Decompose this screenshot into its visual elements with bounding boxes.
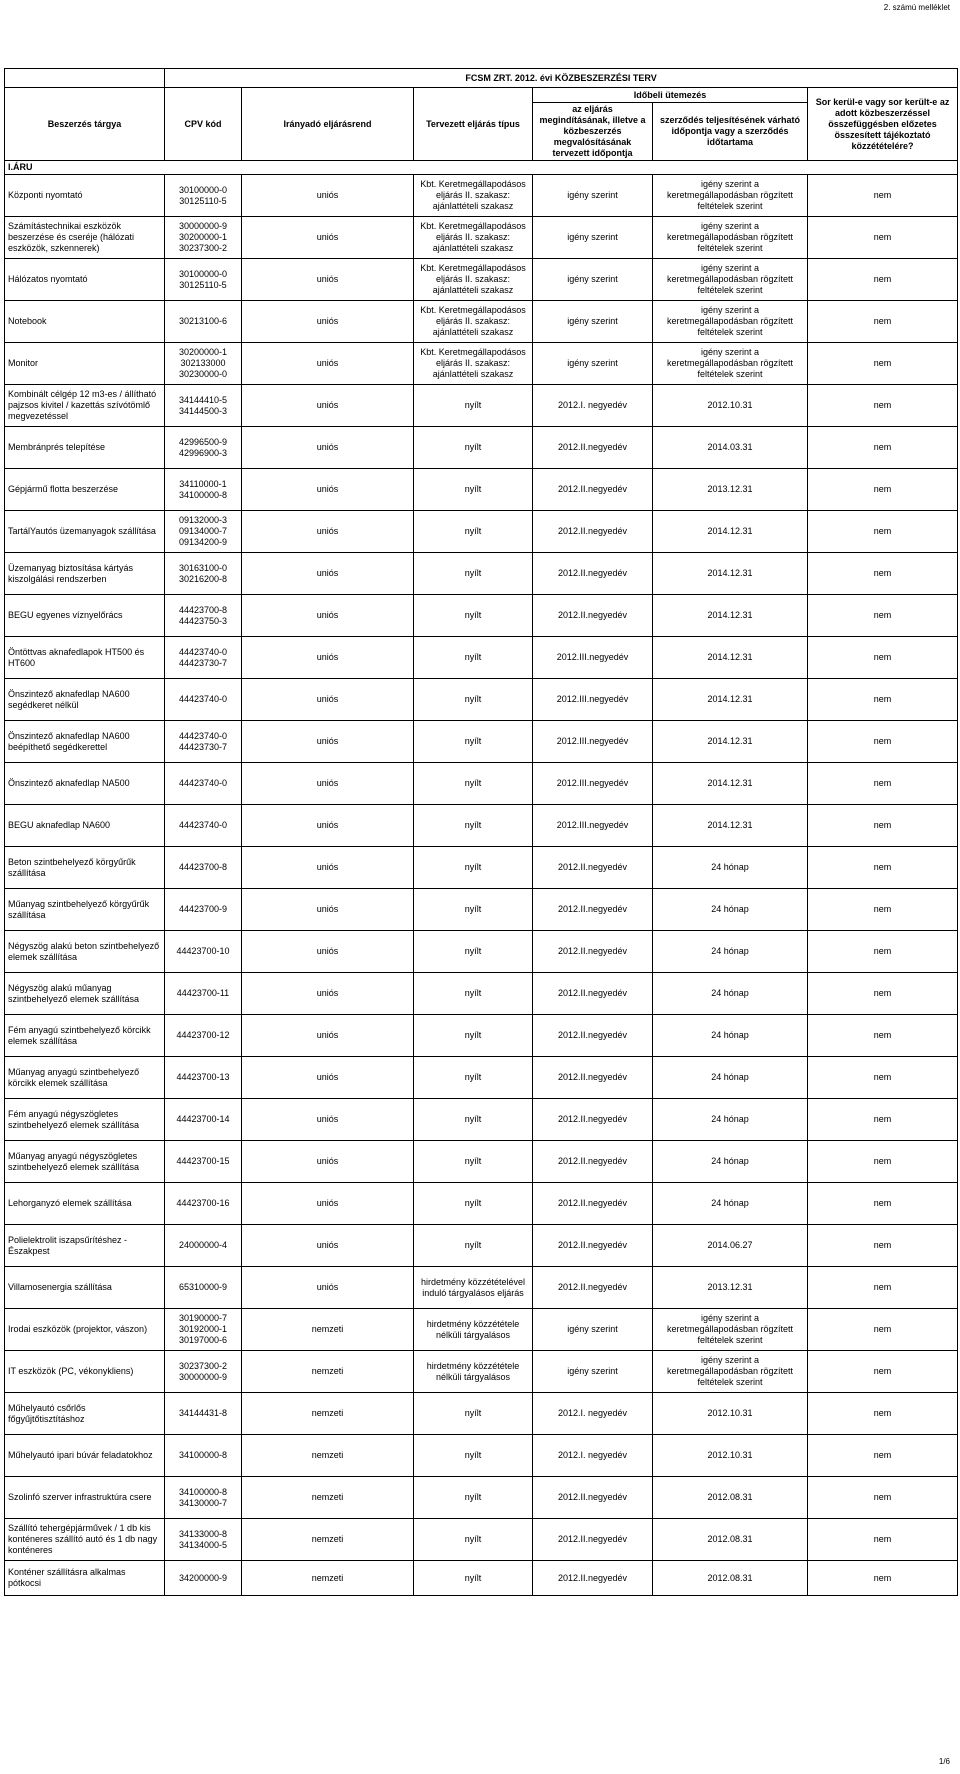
cell-cpv: 34100000-8 34130000-7 [165,1477,242,1519]
header-start: az eljárás megindításának, illetve a közbeszerzés megvalósításának tervezett időpontja [533,103,653,161]
cell-completion: igény szerint a keretmegállapodásban rögzített feltételek szerint [653,301,808,343]
cell-regime: uniós [242,217,414,259]
cell-regime: uniós [242,1099,414,1141]
cell-cpv: 24000000-4 [165,1225,242,1267]
cell-completion: 2014.12.31 [653,511,808,553]
cell-completion: 2014.12.31 [653,763,808,805]
cell-completion: 2014.06.27 [653,1225,808,1267]
cell-aggregated: nem [808,1477,958,1519]
cell-type: nyílt [414,469,533,511]
cell-subject: Számítástechnikai eszközök beszerzése és cseréje (hálózati eszközök, szkennerek) [5,217,165,259]
header-regime: Irányadó eljárásrend [242,88,414,161]
cell-regime: uniós [242,805,414,847]
cell-start: 2012.II.negyedév [533,511,653,553]
table-row [5,175,958,217]
table-row [5,931,958,973]
cell-subject: Gépjármű flotta beszerzése [5,469,165,511]
cell-subject: Fém anyagú négyszögletes szintbehelyező elemek szállítása [5,1099,165,1141]
cell-regime: uniós [242,637,414,679]
cell-subject: BEGU aknafedlap NA600 [5,805,165,847]
cell-start: igény szerint [533,343,653,385]
cell-type: nyílt [414,553,533,595]
cell-regime: nemzeti [242,1309,414,1351]
cell-start: 2012.II.negyedév [533,1477,653,1519]
cell-subject: Szolinfó szerver infrastruktúra csere [5,1477,165,1519]
cell-cpv: 30163100-0 30216200-8 [165,553,242,595]
cell-cpv: 44423740-0 [165,679,242,721]
cell-regime: uniós [242,847,414,889]
cell-type: nyílt [414,595,533,637]
cell-start: 2012.II.negyedév [533,1225,653,1267]
cell-aggregated: nem [808,1519,958,1561]
cell-start: 2012.II.negyedév [533,427,653,469]
cell-aggregated: nem [808,763,958,805]
cell-regime: uniós [242,889,414,931]
cell-regime: uniós [242,1015,414,1057]
cell-aggregated: nem [808,553,958,595]
cell-regime: nemzeti [242,1477,414,1519]
table-row [5,889,958,931]
annex-label: 2. számú melléklet [883,3,950,12]
table-row [5,847,958,889]
cell-completion: 2012.08.31 [653,1561,808,1596]
table-row [5,469,958,511]
cell-completion: 2013.12.31 [653,1267,808,1309]
table-row [5,1015,958,1057]
cell-subject: Öntöttvas aknafedlapok HT500 és HT600 [5,637,165,679]
cell-type: nyílt [414,1057,533,1099]
cell-type: nyílt [414,805,533,847]
table-row [5,259,958,301]
table-row [5,427,958,469]
cell-completion: 24 hónap [653,1183,808,1225]
cell-start: 2012.II.negyedév [533,1015,653,1057]
cell-type: nyílt [414,847,533,889]
cell-completion: igény szerint a keretmegállapodásban rögzített feltételek szerint [653,259,808,301]
cell-subject: Hálózatos nyomtató [5,259,165,301]
cell-regime: uniós [242,1267,414,1309]
cell-completion: 2014.12.31 [653,679,808,721]
cell-regime: uniós [242,343,414,385]
cell-aggregated: nem [808,973,958,1015]
cell-completion: 2012.10.31 [653,385,808,427]
cell-cpv: 44423700-12 [165,1015,242,1057]
cell-aggregated: nem [808,1015,958,1057]
cell-subject: Membránprés telepítése [5,427,165,469]
cell-start: igény szerint [533,259,653,301]
cell-type: nyílt [414,721,533,763]
table-row [5,595,958,637]
cell-completion: 2012.08.31 [653,1519,808,1561]
cell-start: 2012.II.negyedév [533,973,653,1015]
cell-type: nyílt [414,427,533,469]
cell-completion: 24 hónap [653,1099,808,1141]
cell-start: 2012.II.negyedév [533,1057,653,1099]
cell-completion: 24 hónap [653,847,808,889]
cell-type: Kbt. Keretmegállapodásos eljárás II. szakasz: ajánlattételi szakasz [414,217,533,259]
cell-completion: 2012.10.31 [653,1393,808,1435]
cell-start: igény szerint [533,217,653,259]
table-row [5,1519,958,1561]
cell-type: nyílt [414,1477,533,1519]
cell-subject: TartálYautós üzemanyagok szállítása [5,511,165,553]
cell-cpv: 65310000-9 [165,1267,242,1309]
cell-aggregated: nem [808,889,958,931]
procurement-plan-table [4,68,958,1596]
cell-start: 2012.II.negyedév [533,1561,653,1596]
cell-cpv: 44423700-16 [165,1183,242,1225]
cell-cpv: 44423700-11 [165,973,242,1015]
cell-cpv: 34100000-8 [165,1435,242,1477]
page-number: 1/6 [938,1757,950,1766]
table-row [5,217,958,259]
cell-start: 2012.II.negyedév [533,1183,653,1225]
cell-regime: uniós [242,721,414,763]
cell-regime: uniós [242,679,414,721]
cell-start: 2012.II.negyedév [533,553,653,595]
cell-aggregated: nem [808,1099,958,1141]
cell-aggregated: nem [808,511,958,553]
cell-subject: BEGU egyenes víznyelőrács [5,595,165,637]
cell-subject: Polielektrolit iszapsűrítéshez - Északpest [5,1225,165,1267]
header-aggregated: Sor kerül-e vagy sor került-e az adott közbeszerzéssel összefüggésben előzetes összesített tájékoztató közzétételére? [808,88,958,161]
cell-completion: 2014.12.31 [653,595,808,637]
cell-aggregated: nem [808,343,958,385]
cell-type: nyílt [414,1225,533,1267]
cell-cpv: 44423740-0 [165,805,242,847]
cell-regime: nemzeti [242,1435,414,1477]
cell-type: nyílt [414,1561,533,1596]
cell-start: igény szerint [533,175,653,217]
cell-start: 2012.III.negyedév [533,721,653,763]
cell-cpv: 42996500-9 42996900-3 [165,427,242,469]
cell-regime: uniós [242,1183,414,1225]
cell-start: igény szerint [533,1309,653,1351]
cell-aggregated: nem [808,1183,958,1225]
cell-cpv: 34110000-1 34100000-8 [165,469,242,511]
cell-subject: Beton szintbehelyező körgyűrűk szállítása [5,847,165,889]
cell-subject: Szállító tehergépjárművek / 1 db kis konténeres szállító autó és 1 db nagy konténeres [5,1519,165,1561]
cell-subject: Műhelyautó csőrlős főgyűjtőtisztításhoz [5,1393,165,1435]
table-row [5,679,958,721]
cell-cpv: 44423700-9 [165,889,242,931]
cell-completion: 24 hónap [653,1141,808,1183]
cell-start: 2012.II.negyedév [533,1267,653,1309]
cell-start: 2012.II.negyedév [533,1519,653,1561]
table-row [5,1183,958,1225]
table-row [5,1099,958,1141]
cell-aggregated: nem [808,385,958,427]
cell-cpv: 44423700-14 [165,1099,242,1141]
cell-start: igény szerint [533,1351,653,1393]
cell-aggregated: nem [808,1435,958,1477]
cell-aggregated: nem [808,1561,958,1596]
cell-completion: 2014.03.31 [653,427,808,469]
cell-aggregated: nem [808,1141,958,1183]
table-row [5,1309,958,1351]
cell-start: 2012.II.negyedév [533,595,653,637]
table-body [5,175,958,1596]
cell-aggregated: nem [808,301,958,343]
cell-aggregated: nem [808,721,958,763]
cell-regime: uniós [242,1225,414,1267]
cell-type: nyílt [414,931,533,973]
table-row [5,1477,958,1519]
cell-type: nyílt [414,1099,533,1141]
table-row [5,343,958,385]
cell-regime: uniós [242,175,414,217]
table-row [5,1351,958,1393]
cell-type: hirdetmény közzététele nélküli tárgyalásos [414,1309,533,1351]
cell-start: 2012.III.negyedév [533,637,653,679]
cell-subject: Kombinált célgép 12 m3-es / állítható pajzsos kivitel / kazettás szívótömlő megvezetéssel [5,385,165,427]
table-row [5,385,958,427]
cell-regime: uniós [242,427,414,469]
cell-type: hirdetmény közzétételével induló tárgyalásos eljárás [414,1267,533,1309]
cell-regime: uniós [242,553,414,595]
cell-aggregated: nem [808,1393,958,1435]
cell-completion: 2014.12.31 [653,553,808,595]
cell-completion: 2012.08.31 [653,1477,808,1519]
table-row [5,1225,958,1267]
cell-start: 2012.III.negyedév [533,679,653,721]
header-timing: Időbeli ütemezés [533,88,808,103]
cell-aggregated: nem [808,847,958,889]
table-row [5,1057,958,1099]
table-row [5,1561,958,1596]
table-row [5,637,958,679]
cell-subject: Műanyag anyagú négyszögletes szintbehelyező elemek szállítása [5,1141,165,1183]
table-row [5,1435,958,1477]
table-row [5,805,958,847]
cell-start: 2012.II.negyedév [533,1099,653,1141]
table-row [5,763,958,805]
cell-aggregated: nem [808,1267,958,1309]
cell-start: 2012.II.negyedév [533,847,653,889]
cell-subject: Műhelyautó ipari búvár feladatokhoz [5,1435,165,1477]
cell-regime: uniós [242,1141,414,1183]
cell-completion: 2012.10.31 [653,1435,808,1477]
cell-regime: uniós [242,301,414,343]
cell-completion: igény szerint a keretmegállapodásban rögzített feltételek szerint [653,1309,808,1351]
cell-type: Kbt. Keretmegállapodásos eljárás II. szakasz: ajánlattételi szakasz [414,343,533,385]
cell-completion: 24 hónap [653,1015,808,1057]
cell-subject: Önszintező aknafedlap NA600 segédkeret nélkül [5,679,165,721]
cell-start: 2012.I. negyedév [533,1393,653,1435]
cell-regime: nemzeti [242,1351,414,1393]
table-row [5,301,958,343]
cell-type: nyílt [414,1141,533,1183]
cell-cpv: 30100000-0 30125110-5 [165,259,242,301]
cell-type: nyílt [414,1393,533,1435]
cell-start: 2012.III.negyedév [533,805,653,847]
table-row [5,553,958,595]
cell-completion: 24 hónap [653,931,808,973]
cell-subject: Monitor [5,343,165,385]
header-type: Tervezett eljárás típus [414,88,533,161]
cell-cpv: 44423700-13 [165,1057,242,1099]
cell-aggregated: nem [808,1057,958,1099]
cell-aggregated: nem [808,931,958,973]
cell-cpv: 30000000-9 30200000-1 30237300-2 [165,217,242,259]
cell-subject: Irodai eszközök (projektor, vászon) [5,1309,165,1351]
cell-start: 2012.I. negyedév [533,385,653,427]
cell-aggregated: nem [808,637,958,679]
cell-subject: Lehorganyzó elemek szállítása [5,1183,165,1225]
section-label: I.ÁRU [5,161,958,175]
cell-start: 2012.II.negyedév [533,931,653,973]
cell-cpv: 34200000-9 [165,1561,242,1596]
table-row [5,721,958,763]
cell-type: nyílt [414,385,533,427]
cell-subject: Fém anyagú szintbehelyező körcikk elemek szállítása [5,1015,165,1057]
cell-type: Kbt. Keretmegállapodásos eljárás II. szakasz: ajánlattételi szakasz [414,301,533,343]
cell-regime: uniós [242,469,414,511]
cell-type: hirdetmény közzététele nélküli tárgyalásos [414,1351,533,1393]
cell-subject: Önszintező aknafedlap NA600 beépíthető segédkerettel [5,721,165,763]
cell-regime: uniós [242,511,414,553]
cell-cpv: 44423740-0 44423730-7 [165,721,242,763]
cell-cpv: 30100000-0 30125110-5 [165,175,242,217]
cell-cpv: 30200000-1 302133000 30230000-0 [165,343,242,385]
table-row [5,1267,958,1309]
cell-cpv: 44423700-10 [165,931,242,973]
cell-aggregated: nem [808,1351,958,1393]
cell-aggregated: nem [808,175,958,217]
header-completion: szerződés teljesítésének várható időpontja vagy a szerződés időtartama [653,103,808,161]
table-row [5,1393,958,1435]
cell-regime: uniós [242,973,414,1015]
cell-completion: 2014.12.31 [653,721,808,763]
header-subject: Beszerzés tárgya [5,88,165,161]
cell-type: nyílt [414,1015,533,1057]
cell-start: 2012.II.negyedév [533,889,653,931]
cell-aggregated: nem [808,595,958,637]
cell-start: 2012.I. negyedév [533,1435,653,1477]
cell-completion: igény szerint a keretmegállapodásban rögzített feltételek szerint [653,175,808,217]
cell-completion: 2013.12.31 [653,469,808,511]
cell-type: nyílt [414,763,533,805]
cell-type: nyílt [414,511,533,553]
cell-regime: uniós [242,931,414,973]
cell-aggregated: nem [808,679,958,721]
header-cpv: CPV kód [165,88,242,161]
cell-aggregated: nem [808,217,958,259]
cell-start: 2012.II.negyedév [533,469,653,511]
cell-completion: 24 hónap [653,1057,808,1099]
cell-cpv: 44423700-8 44423750-3 [165,595,242,637]
cell-cpv: 34144410-5 34144500-3 [165,385,242,427]
cell-aggregated: nem [808,259,958,301]
cell-type: Kbt. Keretmegállapodásos eljárás II. szakasz: ajánlattételi szakasz [414,259,533,301]
cell-subject: IT eszközök (PC, vékonykliens) [5,1351,165,1393]
table-row [5,511,958,553]
table-row [5,973,958,1015]
cell-completion: igény szerint a keretmegállapodásban rögzített feltételek szerint [653,1351,808,1393]
cell-cpv: 34133000-8 34134000-5 [165,1519,242,1561]
cell-cpv: 44423700-15 [165,1141,242,1183]
cell-completion: 2014.12.31 [653,805,808,847]
cell-start: 2012.III.negyedév [533,763,653,805]
cell-aggregated: nem [808,805,958,847]
cell-type: Kbt. Keretmegállapodásos eljárás II. szakasz: ajánlattételi szakasz [414,175,533,217]
cell-regime: uniós [242,259,414,301]
plan-title: FCSM ZRT. 2012. évi KÖZBESZERZÉSI TERV [165,69,958,88]
cell-aggregated: nem [808,1309,958,1351]
cell-subject: Négyszög alakú beton szintbehelyező elemek szállítása [5,931,165,973]
cell-type: nyílt [414,973,533,1015]
cell-regime: nemzeti [242,1393,414,1435]
cell-regime: uniós [242,763,414,805]
cell-subject: Konténer szállításra alkalmas pótkocsi [5,1561,165,1596]
cell-subject: Központi nyomtató [5,175,165,217]
cell-subject: Műanyag szintbehelyező körgyűrűk szállítása [5,889,165,931]
cell-cpv: 34144431-8 [165,1393,242,1435]
cell-start: igény szerint [533,301,653,343]
cell-cpv: 44423740-0 [165,763,242,805]
cell-start: 2012.II.negyedév [533,1141,653,1183]
cell-subject: Műanyag anyagú szintbehelyező körcikk elemek szállítása [5,1057,165,1099]
cell-subject: Önszintező aknafedlap NA500 [5,763,165,805]
cell-subject: Üzemanyag biztosítása kártyás kiszolgálási rendszerben [5,553,165,595]
cell-aggregated: nem [808,1225,958,1267]
cell-completion: igény szerint a keretmegállapodásban rögzített feltételek szerint [653,217,808,259]
cell-cpv: 30213100-6 [165,301,242,343]
cell-type: nyílt [414,1183,533,1225]
cell-subject: Négyszög alakú műanyag szintbehelyező elemek szállítása [5,973,165,1015]
cell-type: nyílt [414,679,533,721]
cell-subject: Notebook [5,301,165,343]
cell-type: nyílt [414,637,533,679]
table-row [5,1141,958,1183]
cell-completion: 24 hónap [653,889,808,931]
cell-type: nyílt [414,889,533,931]
cell-regime: uniós [242,1057,414,1099]
cell-cpv: 44423700-8 [165,847,242,889]
cell-completion: igény szerint a keretmegállapodásban rögzített feltételek szerint [653,343,808,385]
cell-regime: uniós [242,385,414,427]
cell-regime: uniós [242,595,414,637]
cell-type: nyílt [414,1435,533,1477]
cell-cpv: 44423740-0 44423730-7 [165,637,242,679]
cell-cpv: 30237300-2 30000000-9 [165,1351,242,1393]
cell-type: nyílt [414,1519,533,1561]
cell-subject: Villamosenergia szállítása [5,1267,165,1309]
cell-completion: 2014.12.31 [653,637,808,679]
cell-aggregated: nem [808,469,958,511]
cell-regime: nemzeti [242,1519,414,1561]
cell-cpv: 09132000-3 09134000-7 09134200-9 [165,511,242,553]
cell-completion: 24 hónap [653,973,808,1015]
cell-regime: nemzeti [242,1561,414,1596]
cell-aggregated: nem [808,427,958,469]
cell-cpv: 30190000-7 30192000-1 30197000-6 [165,1309,242,1351]
